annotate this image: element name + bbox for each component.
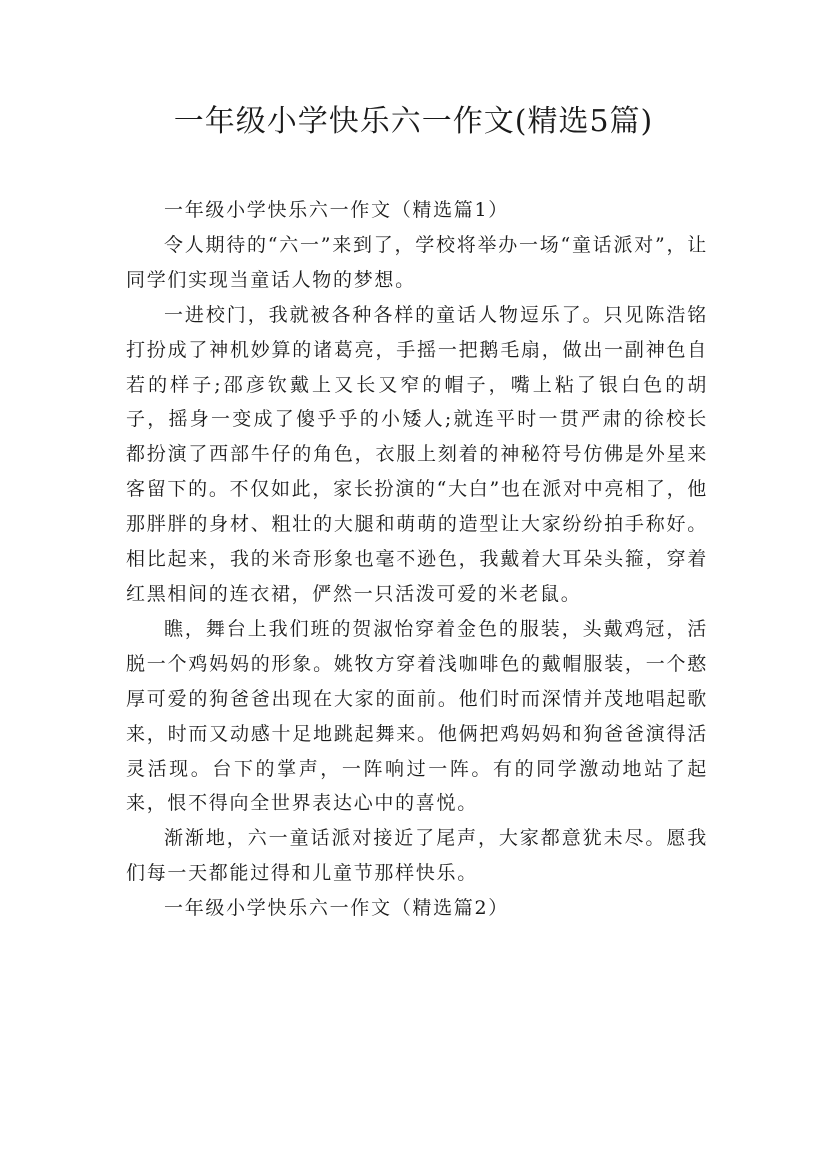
document-title: 一年级小学快乐六一作文(精选5篇): [173, 104, 654, 139]
paragraph-2: 一进校门，我就被各种各样的童话人物逗乐了。只见陈浩铭打扮成了神机妙算的诸葛亮，手摇一把鹅毛扇，做出一副神色自若的样子;邵彦钦戴上又长又窄的帽子，嘴上粘了银白色的胡子，摇身一变成了傻乎乎的小矮人;就连平时一贯严肃的徐校长都扮演了西部牛仔的角色，衣服上刻着的神秘符号仿佛是外星来客留下的。不仅如此，家长扮演的“大白”也在派对中亮相了，他那胖胖的身材、粗壮的大腿和萌萌的造型让大家纷纷拍手称好。相比起来，我的米奇形象也毫不逊色，我戴着大耳朵头箍，穿着红黑相间的连衣裙，俨然一只活泼可爱的米老鼠。: [126, 303, 708, 605]
section-heading-2: 一年级小学快乐六一作文（精选篇2）: [164, 897, 509, 920]
section-heading-1: 一年级小学快乐六一作文（精选篇1）: [164, 199, 509, 221]
paragraph-4: 渐渐地，六一童话派对接近了尾声，大家都意犹未尽。愿我们每一天都能过得和儿童节那样快乐。: [126, 827, 708, 885]
paragraph-3: 瞧，舞台上我们班的贺淑怡穿着金色的服装，头戴鸡冠，活脱一个鸡妈妈的形象。姚牧方穿着浅咖啡色的戴帽服装，一个憨厚可爱的狗爸爸出现在大家的面前。他们时而深情并茂地唱起歌来，时而又动感十足地跳起舞来。他俩把鸡妈妈和狗爸爸演得活灵活现。台下的掌声，一阵响过一阵。有的同学激动地站了起来，恨不得向全世界表达心中的喜悦。: [126, 617, 708, 815]
paragraph-1: 令人期待的“六一”来到了，学校将举办一场“童话派对”，让同学们实现当童话人物的梦想。: [126, 233, 708, 291]
document-body: [126, 193, 708, 926]
